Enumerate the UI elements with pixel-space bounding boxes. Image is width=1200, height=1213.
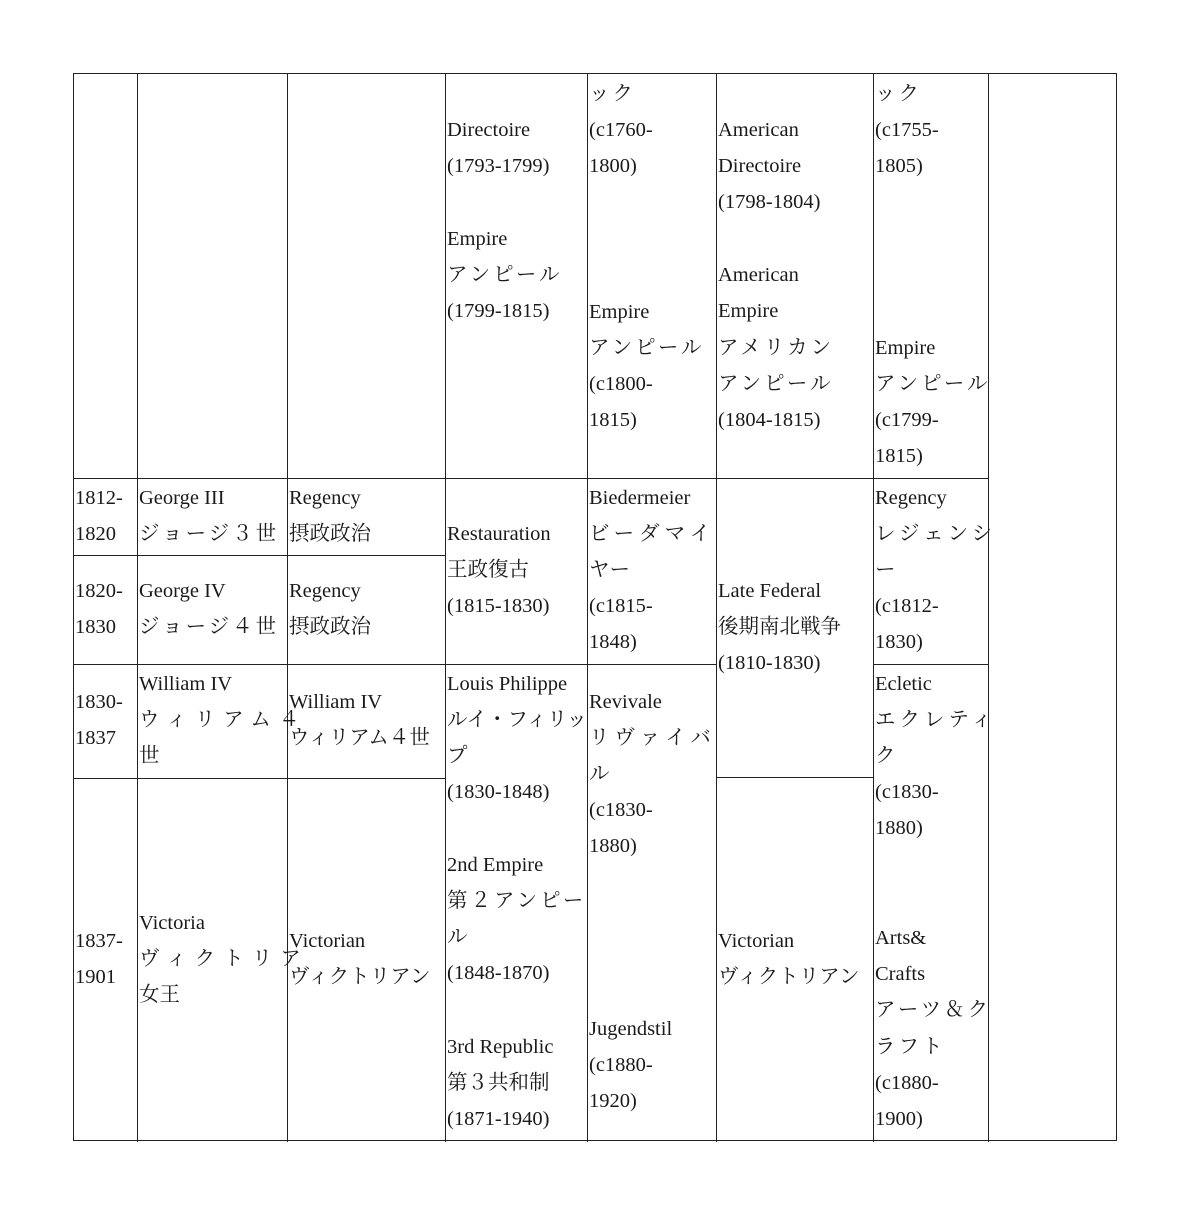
line: アーツ＆ク: [875, 999, 992, 1021]
french-style: [447, 588, 549, 624]
line: ジョージ４世: [139, 616, 280, 638]
monarch-name: [139, 480, 225, 516]
style-text: [447, 221, 507, 257]
style-text: [589, 148, 637, 184]
english-style: [875, 702, 996, 738]
line: ビーダマイ: [589, 523, 716, 545]
german-style: [589, 1083, 637, 1119]
english-style: [875, 810, 923, 846]
style-text: [447, 148, 549, 184]
line: (1799-1815): [447, 300, 550, 322]
style-timeline-table: [73, 73, 1117, 1141]
divider: [74, 555, 445, 556]
year-range: [75, 573, 123, 609]
line: 摂政政治: [289, 523, 371, 545]
style-text: [875, 366, 990, 402]
line: (1810-1830): [718, 652, 821, 674]
line: Regency: [875, 487, 947, 509]
line: Directoire: [718, 155, 802, 177]
german-style: [589, 624, 637, 660]
american-style: [718, 609, 841, 645]
line: 1848): [589, 631, 637, 653]
french-style: [447, 1065, 550, 1101]
english-style: [875, 624, 923, 660]
line: 1830: [75, 616, 116, 638]
line: ック: [589, 83, 636, 105]
line: 2nd Empire: [447, 854, 544, 876]
line: Empire: [589, 301, 650, 323]
line: (c1812-: [875, 595, 939, 617]
line: 1805): [875, 155, 923, 177]
style-text: [875, 76, 922, 112]
line: 1880): [589, 835, 637, 857]
style-text: [875, 148, 923, 184]
line: William IV: [139, 673, 233, 695]
divider: [74, 778, 445, 779]
line: (c1830-: [875, 781, 939, 803]
year-range: [75, 959, 116, 995]
divider: [74, 478, 988, 479]
english-style: [875, 992, 991, 1028]
german-style-cell-top: [588, 74, 716, 478]
line: 女王: [139, 984, 180, 1006]
line: Empire: [718, 300, 779, 322]
style-text: [875, 402, 939, 438]
year-range: [75, 480, 123, 516]
monarch-name: [139, 738, 160, 774]
american-style-cell-top: [717, 74, 873, 478]
german-style: [589, 1011, 672, 1047]
line: 1837: [75, 727, 116, 749]
german-style: [589, 756, 610, 792]
year-range: [75, 720, 116, 756]
line: 第３共和制: [447, 1072, 550, 1094]
monarch-name: [139, 666, 232, 702]
line: 1820-: [75, 580, 123, 602]
politics-label: [289, 609, 371, 645]
line: (1793-1799): [447, 155, 550, 177]
politics-label: [289, 480, 361, 516]
monarch-name: [139, 941, 309, 977]
line: アンピール: [589, 337, 705, 359]
french-style: [447, 1101, 549, 1137]
line: 世: [139, 745, 160, 767]
line: プ: [447, 745, 468, 767]
style-text: [718, 112, 799, 148]
line: 3rd Republic: [447, 1036, 554, 1058]
politics-label: [289, 923, 365, 959]
line: 1830): [875, 631, 923, 653]
line: Late Federal: [718, 580, 822, 602]
style-text: [589, 112, 653, 148]
year-range: [75, 609, 116, 645]
line: 1820: [75, 523, 116, 545]
line: ック: [875, 83, 922, 105]
english-style: [875, 480, 947, 516]
line: American: [718, 264, 799, 286]
style-text: [875, 330, 935, 366]
line: Victorian: [289, 930, 366, 952]
line: Arts&: [875, 927, 927, 949]
line: ジョージ３世: [139, 523, 280, 545]
french-style: [447, 666, 567, 702]
line: Revivale: [589, 691, 662, 713]
line: ー: [875, 559, 896, 581]
line: ヴィクトリアン: [718, 966, 860, 988]
line: アンピール: [875, 373, 991, 395]
line: (c1880-: [589, 1054, 653, 1076]
line: (1815-1830): [447, 595, 550, 617]
line: (c1815-: [589, 595, 653, 617]
line: William IV: [289, 691, 383, 713]
english-style: [875, 774, 939, 810]
line: ウィリアム４: [139, 709, 308, 731]
line: ヤー: [589, 559, 630, 581]
line: George III: [139, 487, 225, 509]
french-style: [447, 516, 551, 552]
line: ウィリアム４世: [289, 727, 430, 749]
line: 1830-: [75, 691, 123, 713]
line: Restauration: [447, 523, 551, 545]
english-style: [875, 1065, 939, 1101]
line: Regency: [289, 580, 361, 602]
style-text: [718, 402, 820, 438]
style-text: [718, 257, 799, 293]
style-text: [589, 294, 649, 330]
line: レジェンシ: [875, 523, 997, 545]
style-text: [718, 293, 778, 329]
german-style: [589, 588, 653, 624]
german-style: [589, 1047, 653, 1083]
german-style: [589, 828, 637, 864]
line: アメリカン: [718, 337, 835, 359]
french-style: [447, 774, 549, 810]
line: アンピール: [718, 373, 834, 395]
divider: [287, 478, 288, 1142]
line: (1798-1804): [718, 191, 821, 213]
german-style: [589, 552, 630, 588]
politics-label: [289, 684, 382, 720]
politics-label: [289, 573, 361, 609]
style-text: [589, 330, 704, 366]
monarch-name: [139, 905, 205, 941]
line: (1830-1848): [447, 781, 550, 803]
line: (c1760-: [589, 119, 653, 141]
line: 1837-: [75, 930, 123, 952]
style-text: [718, 366, 833, 402]
line: ラフト: [875, 1036, 946, 1058]
line: 1900): [875, 1108, 923, 1130]
english-style: [875, 588, 939, 624]
line: American: [718, 119, 799, 141]
line: (c1880-: [875, 1072, 939, 1094]
style-text: [447, 293, 549, 329]
french-style: [447, 883, 586, 919]
line: ク: [875, 745, 896, 767]
line: ヴィクトリア: [139, 948, 309, 970]
english-style: [875, 956, 925, 992]
french-style: [447, 1029, 553, 1065]
divider: [716, 777, 873, 778]
line: 王政復古: [447, 559, 529, 581]
style-text: [589, 76, 636, 112]
german-style: [589, 792, 653, 828]
line: ヴィクトリアン: [289, 966, 431, 988]
american-style: [718, 959, 859, 995]
monarch-name: [139, 573, 226, 609]
monarch-name: [139, 516, 279, 552]
line: (1871-1940): [447, 1108, 550, 1130]
line: 後期南北戦争: [718, 616, 841, 638]
year-range: [75, 923, 123, 959]
french-style: [447, 702, 587, 738]
line: Jugendstil: [589, 1018, 673, 1040]
divider: [137, 478, 138, 1142]
style-text: [589, 366, 653, 402]
line: 1920): [589, 1090, 637, 1112]
line: Ecletic: [875, 673, 932, 695]
line: Louis Philippe: [447, 673, 568, 695]
line: Directoire: [447, 119, 531, 141]
line: 1901: [75, 966, 116, 988]
line: 1880): [875, 817, 923, 839]
line: (c1800-: [589, 373, 653, 395]
line: Empire: [447, 228, 508, 250]
divider: [74, 664, 716, 665]
line: 1815): [589, 409, 637, 431]
line: 第２アンピー: [447, 890, 587, 912]
line: ル: [447, 926, 468, 948]
monarch-name: [139, 609, 279, 645]
english-style: [875, 666, 932, 702]
line: (1804-1815): [718, 409, 821, 431]
style-text: [718, 330, 834, 366]
line: エクレティ: [875, 709, 996, 731]
english-style: [875, 1029, 946, 1065]
style-text: [875, 438, 923, 474]
english-style: [875, 1101, 923, 1137]
line: George IV: [139, 580, 226, 602]
french-style-cell-top: [446, 74, 586, 478]
line: 1800): [589, 155, 637, 177]
american-style: [718, 645, 820, 681]
line: Victorian: [718, 930, 795, 952]
american-style: [718, 923, 794, 959]
line: ルイ・フィリッ: [447, 709, 588, 731]
divider: [873, 664, 988, 665]
line: (c1830-: [589, 799, 653, 821]
english-style: [875, 738, 896, 774]
line: ル: [589, 763, 610, 785]
line: 1812-: [75, 487, 123, 509]
german-style: [589, 720, 716, 756]
monarch-name: [139, 702, 307, 738]
line: Regency: [289, 487, 361, 509]
politics-label: [289, 959, 430, 995]
politics-label: [289, 720, 430, 756]
french-style: [447, 847, 543, 883]
english-style: [875, 552, 896, 588]
divider: [988, 74, 989, 1142]
german-style: [589, 684, 662, 720]
line: アンピール: [447, 264, 563, 286]
line: (1848-1870): [447, 962, 550, 984]
year-range: [75, 684, 123, 720]
german-style: [589, 516, 715, 552]
style-text: [447, 257, 562, 293]
line: (c1799-: [875, 409, 939, 431]
divider: [287, 74, 288, 478]
english-style: [875, 516, 996, 552]
politics-label: [289, 516, 371, 552]
line: 摂政政治: [289, 616, 371, 638]
english-style: [875, 920, 926, 956]
monarch-name: [139, 977, 180, 1013]
line: (c1755-: [875, 119, 939, 141]
french-style: [447, 919, 468, 955]
style-text: [447, 112, 530, 148]
french-style: [447, 552, 529, 588]
french-style: [447, 738, 468, 774]
american-style: [718, 573, 821, 609]
style-text: [718, 184, 820, 220]
french-style: [447, 955, 549, 991]
style-text: [718, 148, 801, 184]
line: 1815): [875, 445, 923, 467]
line: Victoria: [139, 912, 205, 934]
line: Crafts: [875, 963, 926, 985]
german-style: [589, 480, 690, 516]
style-text: [589, 402, 637, 438]
divider: [137, 74, 138, 478]
style-text: [875, 112, 939, 148]
line: リヴァイバ: [589, 727, 716, 749]
english-style-cell-top: [874, 74, 991, 478]
line: Biedermeier: [589, 487, 691, 509]
line: Empire: [875, 337, 936, 359]
year-range: [75, 516, 116, 552]
